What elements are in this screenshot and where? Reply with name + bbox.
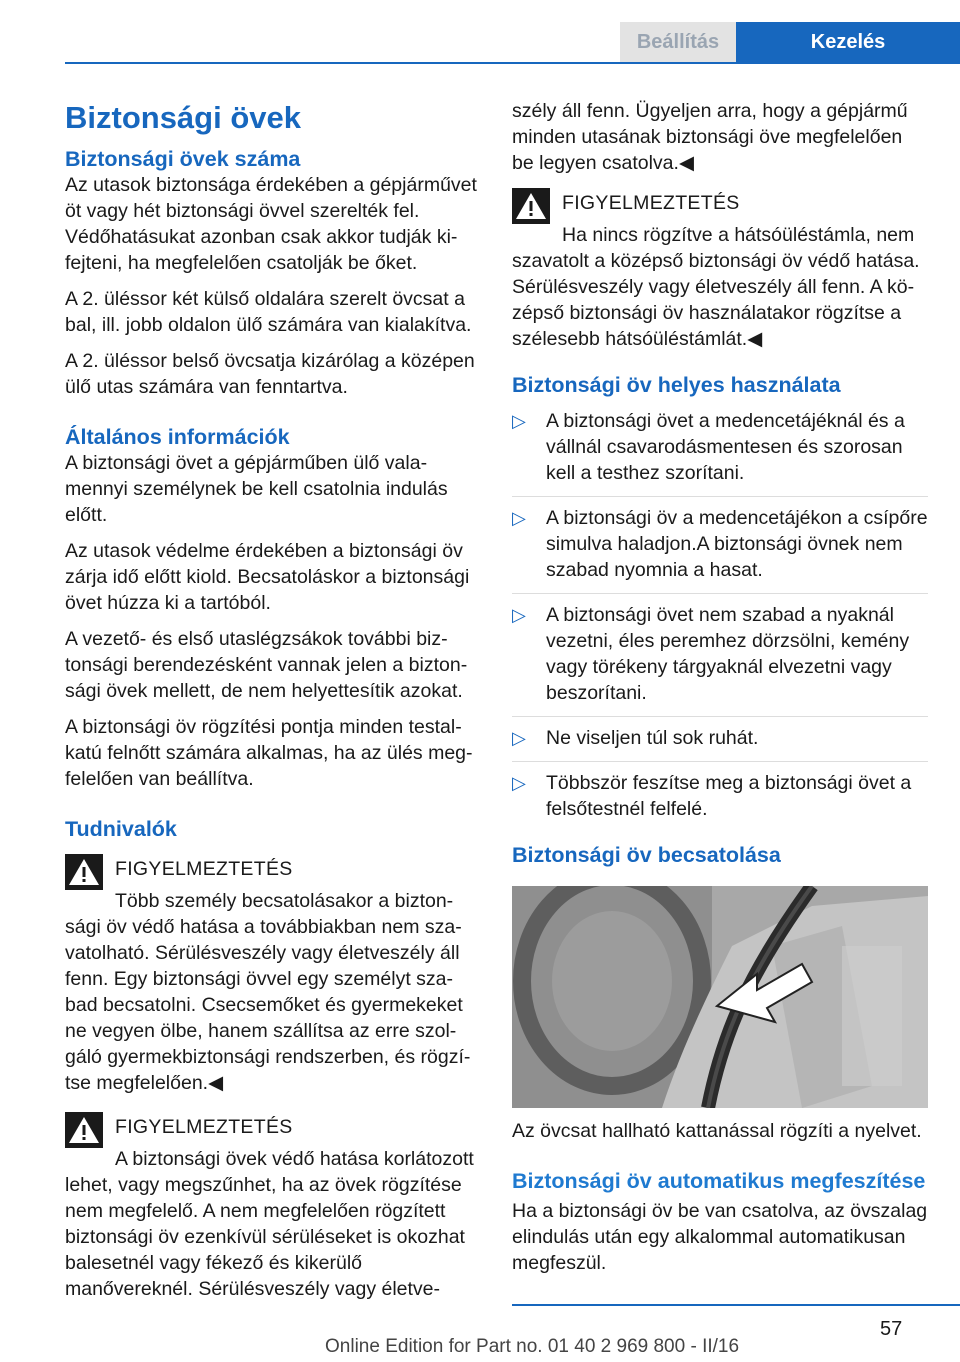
paragraph: A 2. üléssor két külső oldalára szerelt övcsat a bal, ill. jobb oldalon ülő számára van kialakítva. bbox=[65, 288, 472, 336]
photo-caption: Az övcsat hallható kattanással rögzíti a nyelvet. bbox=[512, 1120, 922, 1142]
section-heading-buckle: Biztonsági öv becsatolása bbox=[512, 843, 781, 867]
paragraph: Ha a biztonsági öv be van csatolva, az övszalag elindulás után egy alkalommal automatikusan megfeszül. bbox=[512, 1200, 928, 1274]
section-heading-notes: Tudnivalók bbox=[65, 817, 177, 841]
triangle-bullet-icon: ▷ bbox=[512, 605, 526, 625]
paragraph: Az utasok védelme érdekében a biztonsági öv zárja idő előtt kiold. Becsatoláskor a biztonsági övet húzza ki a tartóból. bbox=[65, 540, 470, 614]
warning-text: Több személy becsatolásakor a biztonsági öv védő hatása a továbbiakban nem szavatolható. Sérülésveszély vagy életveszély áll fenn. Egy biztonsági övvel egy személyt szabad becsatolni. Csecsemőket és gyermekeket ne vegyen ölbe, hanem szállítsa az erre szolgáló gyermekbiztonsági rendszerben, és rögzítse megfelelően.◀ bbox=[65, 890, 471, 1094]
triangle-bullet-icon: ▷ bbox=[512, 411, 526, 431]
warning-icon bbox=[512, 188, 550, 224]
list-item bbox=[512, 408, 928, 497]
bullet-list bbox=[512, 408, 928, 832]
list-item-text: A biztonsági övet a medencetájéknál és a vállnál csavarodásmentesen és szorosan kell a testhez szorítani. bbox=[546, 410, 905, 484]
list-item-text: A biztonsági öv a medencetájékon a csípőre simulva haladjon.A biztonsági övnek nem szabad nyomnia a hasat. bbox=[546, 507, 928, 581]
seatbelt-photo bbox=[512, 886, 928, 1108]
list-item-text: Ne viseljen túl sok ruhát. bbox=[546, 727, 759, 749]
warning-text: Ha nincs rögzítve a hátsóüléstámla, nem szavatolt a középső biztonsági öv védő hatása. Sérülésveszély vagy életveszély áll fenn. A középső biztonsági öv használatakor rögzítse a szélesebb hátsóüléstámlát.◀ bbox=[512, 224, 920, 350]
footer-rule bbox=[512, 1304, 960, 1306]
warning-title: FIGYELMEZTETÉS bbox=[562, 192, 740, 214]
warning-block bbox=[512, 190, 928, 352]
header-bar bbox=[0, 0, 960, 62]
right-column bbox=[512, 98, 928, 1286]
tab-setup[interactable]: Beállítás bbox=[620, 22, 736, 62]
list-item bbox=[512, 725, 928, 762]
list-item bbox=[512, 602, 928, 717]
warning-title: FIGYELMEZTETÉS bbox=[115, 1116, 293, 1138]
left-column bbox=[65, 98, 478, 1302]
list-item-text: Többször feszítse meg a biztonsági övet a felsőtestnél felfelé. bbox=[546, 772, 912, 820]
paragraph: A biztonsági öv rögzítési pontja minden testalkatú felnőtt számára alkalmas, ha az ülés megfelelően van beállítva. bbox=[65, 716, 473, 790]
header-rule bbox=[65, 62, 960, 64]
triangle-bullet-icon: ▷ bbox=[512, 773, 526, 793]
triangle-bullet-icon: ▷ bbox=[512, 728, 526, 748]
section-heading-count: Biztonsági övek száma bbox=[65, 147, 301, 171]
warning-title: FIGYELMEZTETÉS bbox=[115, 858, 293, 880]
warning-icon bbox=[65, 1112, 103, 1148]
section-heading-correct-use: Biztonsági öv helyes használata bbox=[512, 373, 841, 397]
tab-operation[interactable]: Kezelés bbox=[736, 22, 960, 62]
section-heading-general: Általános információk bbox=[65, 425, 290, 449]
section-heading-tensioner: Biztonsági öv automatikus megfeszítése bbox=[512, 1169, 926, 1193]
warning-icon bbox=[65, 854, 103, 890]
warning-block bbox=[65, 856, 478, 1096]
list-item bbox=[512, 770, 928, 832]
paragraph: A vezető- és első utaslégzsákok további biztonsági berendezésként vannak jelen a biztonsági övek mellett, de nem helyettesítik azokat. bbox=[65, 628, 468, 702]
triangle-bullet-icon: ▷ bbox=[512, 508, 526, 528]
paragraph: A 2. üléssor belső övcsatja kizárólag a középen ülő utas számára van fenntartva. bbox=[65, 350, 475, 398]
edition-footer: Online Edition for Part no. 01 40 2 969 800 - II/16 bbox=[325, 1336, 740, 1357]
page-title: Biztonsági övek bbox=[65, 100, 301, 135]
list-item bbox=[512, 505, 928, 594]
paragraph: A biztonsági övet a gépjárműben ülő valamennyi személynek be kell csatolnia indulás előtt. bbox=[65, 452, 448, 526]
page-number: 57 bbox=[880, 1318, 903, 1340]
paragraph: szély áll fenn. Ügyeljen arra, hogy a gépjármű minden utasának biztonsági öve megfelelően be legyen csatolva.◀ bbox=[512, 100, 908, 174]
warning-text: A biztonsági övek védő hatása korlátozott lehet, vagy megszűnhet, ha az övek rögzítése nem megfelelő. A nem megfelelően rögzített biztonsági öv ezenkívül sérüléseket is okozhat balesetnél vagy fékező és kikerülő manővereknél. Sérülésveszély vagy életve- bbox=[65, 1148, 474, 1300]
warning-block bbox=[65, 1114, 478, 1302]
paragraph: Az utasok biztonsága érdekében a gépjárművet öt vagy hét biztonsági övvel szerelték fel. Védőhatásukat azonban csak akkor tudják kifejteni, ha megfelelően csatolják be őket. bbox=[65, 174, 477, 274]
list-item-text: A biztonsági övet nem szabad a nyaknál vezetni, éles peremhez dörzsölni, kemény vagy törékeny tárgyaknál elvezetni vagy beszorítani. bbox=[546, 604, 910, 704]
